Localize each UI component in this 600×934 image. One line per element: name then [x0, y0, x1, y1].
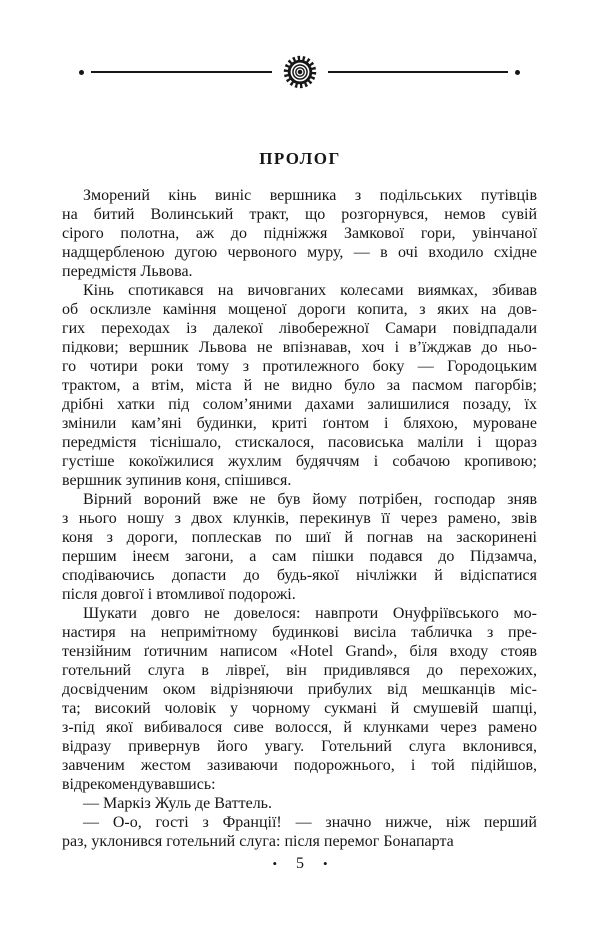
text-line: передмістя тіснішало, стискалося, пасовиська маліли і щораз	[62, 434, 537, 451]
text-line: об осклизле каміння мощеної дороги копита, з яких на дов-	[62, 301, 537, 318]
text-line: Вірний вороний вже не був йому потрібен, господар зняв	[83, 491, 537, 508]
text-line: — О-о, гості з Франції! — значно нижче, ніж перший	[83, 814, 537, 831]
chapter-title: ПРОЛОГ	[259, 149, 341, 168]
text-line: коня з дороги, поплескав по шиї й погнав на заскоринені	[62, 529, 537, 546]
text-line: сподіваючись допасти до будь-якої нічліжки й відіспатися	[62, 567, 537, 584]
text-line: готельний слуга в лівреї, він придивлявся до перехожих,	[62, 662, 537, 679]
text-line: го чотири роки тому з протилежного боку — Городоцьким	[62, 358, 537, 375]
text-line: підкови; вершник Львова не впізнавав, хоч і в’їжджав до ньо-	[62, 339, 537, 356]
text-line: вершник зупинив коня, спішився.	[62, 472, 292, 489]
footer-dot-icon: •	[272, 856, 277, 871]
text-line: надщербленою дугою червоного муру, — в очі входило східне	[62, 244, 537, 261]
text-line: змінили кам’яні будинки, криті ґонтом і бляхою, муроване	[62, 415, 537, 432]
text-line: після довгої і втомливої подорожі.	[62, 586, 296, 603]
text-line: трактом, а втім, міста й не видно було за пасмом пагорбів;	[62, 377, 537, 394]
text-line: дрібні хатки під солом’яними дахами залишилися позаду, їх	[62, 396, 537, 413]
text-line: досвідченим оком відрізняючи прибулих від мешканців міс-	[62, 681, 537, 698]
text-line: з нього ношу з двох клунків, перекинув її через рамено, звів	[62, 510, 537, 527]
page-footer	[0, 854, 600, 874]
text-line: тензійним ґотичним написом «Hotel Grand», біля входу стояв	[62, 643, 537, 660]
footer-dot-icon: •	[323, 856, 328, 871]
text-line: — Маркіз Жуль де Ваттель.	[83, 795, 272, 812]
text-line: густіше кокоїжилися жухлим будяччям і собачою кропивою;	[62, 453, 537, 470]
paragraph	[62, 794, 537, 813]
body-text	[62, 186, 537, 851]
text-line: відрекомендувавшись:	[62, 776, 216, 793]
text-line: сірого полотна, аж до підніжжя Замкової гори, увінчаної	[62, 225, 537, 242]
divider-end-dot-icon	[515, 70, 520, 75]
paragraph	[62, 813, 537, 851]
text-line: Кінь спотикався на вичовганих колесами виямках, збивав	[83, 282, 537, 299]
text-line: відразу привернув його увагу. Готельний слуга вклонився,	[62, 738, 537, 755]
paragraph	[62, 186, 537, 281]
text-line: на битий Волинський тракт, що розгорнувся, немов сувій	[62, 206, 537, 223]
text-line: настиря на непримітному будинкові висіла табличка з пре-	[62, 624, 537, 641]
page-number: 5	[296, 855, 304, 872]
paragraph	[62, 490, 537, 604]
divider-rule-right	[328, 71, 509, 73]
text-line: Зморений кінь виніс вершника з подільських путівців	[83, 187, 537, 204]
divider-end-dot-icon	[79, 70, 84, 75]
paragraph	[62, 281, 537, 490]
text-line: передмістя Львова.	[62, 263, 193, 280]
text-line: та; високий чоловік у чорному сукмані й смушевій шапці,	[62, 700, 537, 717]
divider-rule-left	[91, 71, 272, 73]
chapter-divider	[79, 55, 520, 89]
text-line: з-під якої вибивалося сиве волосся, й клунками через рамено	[62, 719, 537, 736]
text-line: гих переходах із далекої лівобережної Самари повідпадали	[62, 320, 537, 337]
paragraph	[62, 604, 537, 794]
text-line: завченим жестом зазиваючи подорожнього, і той підійшов,	[62, 757, 537, 774]
text-line: Шукати довго не довелося: навпроти Онуфріївського мо-	[83, 605, 537, 622]
text-line: раз, уклонився готельний слуга: після перемог Бонапарта	[62, 833, 454, 850]
gear-rosette-icon	[283, 55, 317, 89]
text-line: першим інеєм загони, а сам пішки подався до Підзамча,	[62, 548, 537, 565]
